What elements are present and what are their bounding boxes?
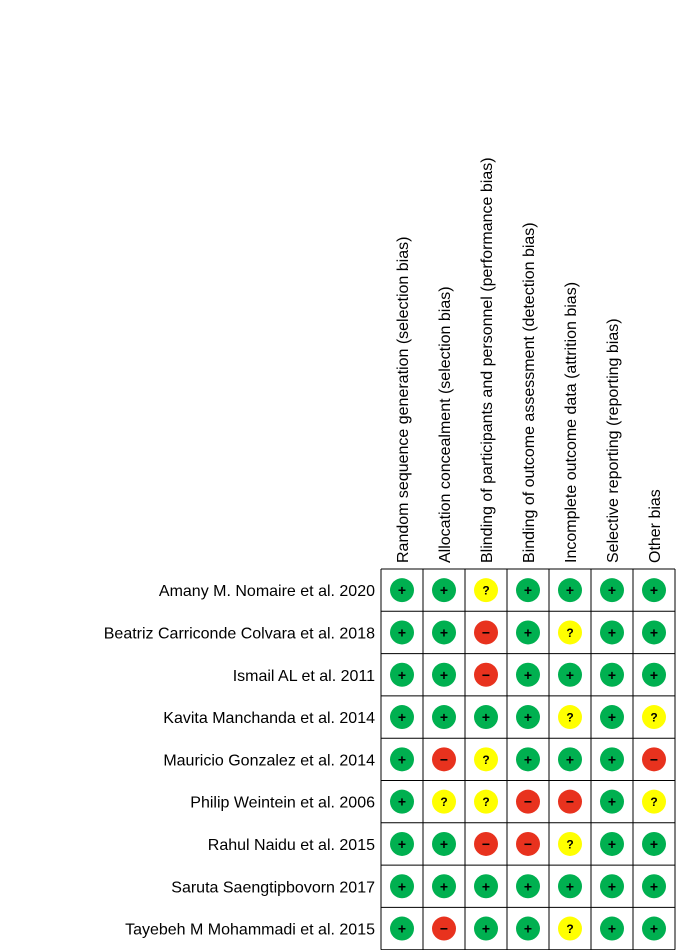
rating-symbol: + [607,751,617,768]
rating-symbol: + [649,920,659,937]
row-label: Philip Weintein et al. 2006 [190,794,375,812]
rating-symbol: + [565,751,575,768]
rating-symbol: + [607,835,617,852]
rating-symbol: + [397,582,407,599]
rating-symbol: + [523,582,533,599]
rating-symbol: − [649,751,659,768]
row-label: Mauricio Gonzalez et al. 2014 [163,752,375,770]
rating-symbol: ? [650,710,658,725]
rating-symbol: + [607,624,617,641]
rating-symbol: ? [650,795,658,810]
rating-symbol: + [523,624,533,641]
rating-symbol: − [439,920,449,937]
rating-symbol: − [481,624,491,641]
column-label: Incomplete outcome data (attrition bias) [563,281,580,563]
rating-symbol: + [481,709,491,726]
column-label: Allocation concealment (selection bias) [437,286,454,563]
rating-symbol: + [607,878,617,895]
rating-symbol: ? [566,710,574,725]
rating-symbol: + [397,709,407,726]
rating-symbol: + [439,624,449,641]
rating-symbol: + [397,878,407,895]
rating-symbol: + [481,920,491,937]
rating-symbol: + [649,582,659,599]
rating-symbol: + [439,878,449,895]
rating-symbol: ? [482,795,490,810]
rating-symbol: − [439,751,449,768]
rating-symbol: + [397,666,407,683]
rating-symbol: + [523,751,533,768]
rating-symbol: ? [566,922,574,937]
row-label: Rahul Naidu et al. 2015 [207,836,375,854]
rating-symbol: + [439,666,449,683]
rating-symbol: + [649,624,659,641]
rating-symbol: + [439,835,449,852]
rating-symbol: + [607,793,617,810]
rating-symbol: + [397,920,407,937]
rating-symbol: ? [566,837,574,852]
rating-symbol: − [481,835,491,852]
rating-symbol: + [565,666,575,683]
row-label: Beatriz Carriconde Colvara et al. 2018 [103,625,375,643]
rating-symbol: + [397,793,407,810]
rating-symbol: + [565,878,575,895]
column-label: Random sequence generation (selection bias) [395,236,412,563]
column-label: Blinding of participants and personnel (performance bias) [479,157,496,563]
column-label: Other bias [647,489,664,563]
column-label: Selective reporting (reporting bias) [605,318,622,563]
rating-symbol: ? [566,625,574,640]
row-label: Saruta Saengtipbovorn 2017 [171,879,375,897]
rating-symbol: − [481,666,491,683]
column-label: Binding of outcome assessment (detection bias) [521,222,538,563]
rating-symbol: + [523,666,533,683]
row-label: Amany M. Nomaire et al. 2020 [158,583,375,601]
rating-symbol: + [607,582,617,599]
rating-symbol: ? [482,752,490,767]
rating-symbol: − [565,793,575,810]
rating-symbol: + [481,878,491,895]
rating-symbol: + [439,582,449,599]
row-label: Ismail AL et al. 2011 [232,667,375,685]
rating-symbol: + [607,709,617,726]
rating-symbol: + [523,709,533,726]
rating-symbol: + [607,666,617,683]
rating-symbol: + [523,920,533,937]
rating-symbol: − [523,793,533,810]
rating-symbol: + [397,624,407,641]
rating-symbol: + [649,835,659,852]
rating-symbol: + [523,878,533,895]
rating-symbol: + [607,920,617,937]
rating-symbol: + [397,835,407,852]
rating-symbol: + [565,582,575,599]
rating-symbol: + [397,751,407,768]
row-label: Kavita Manchanda et al. 2014 [163,710,375,728]
rating-symbol: + [439,709,449,726]
rating-symbol: + [649,666,659,683]
rating-symbol: + [649,878,659,895]
rating-symbol: ? [482,583,490,598]
rating-symbol: − [523,835,533,852]
row-label: Tayebeh M Mohammadi et al. 2015 [125,921,375,939]
rating-symbol: ? [440,795,448,810]
